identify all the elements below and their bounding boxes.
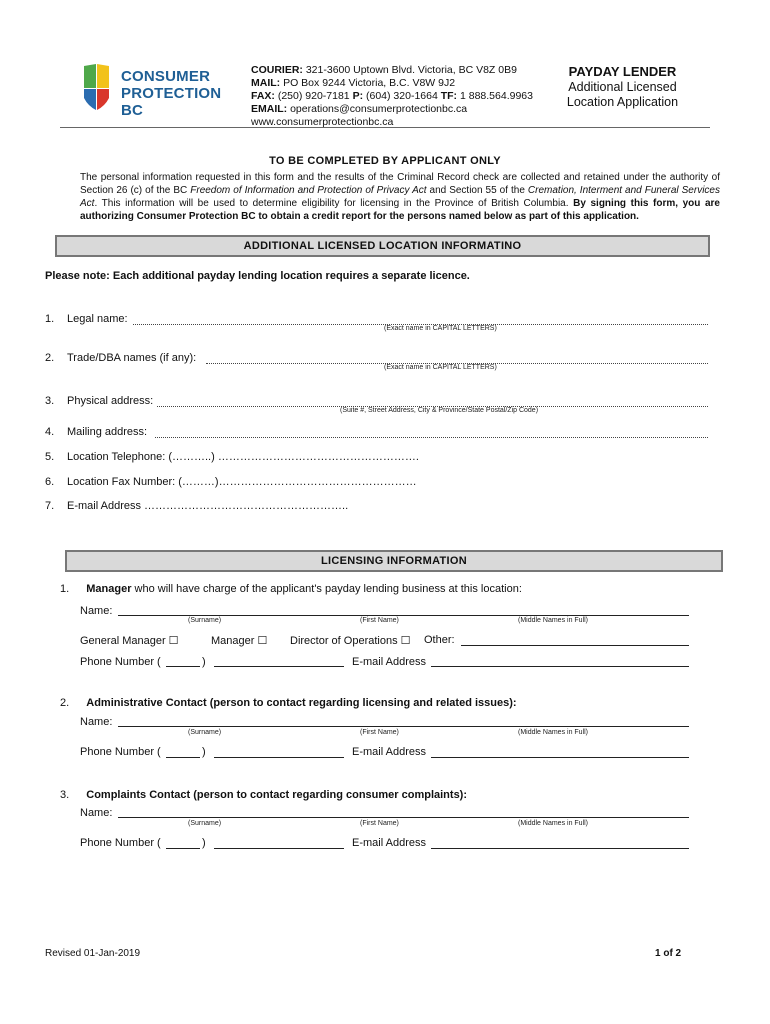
doc-title-line1: Additional Licensed: [568, 80, 677, 94]
complaints-heading: [60, 789, 467, 801]
other-label: Other:: [424, 634, 455, 646]
privacy-text-2: and Section 55 of the: [426, 185, 528, 196]
complaints-email-input[interactable]: [431, 848, 689, 849]
admin-heading: [60, 697, 517, 709]
privacy-act-1: Freedom of Information and Protection of Privacy Act: [190, 185, 427, 196]
manager-area-code-input[interactable]: [166, 666, 200, 667]
surname-hint: (Surname): [188, 820, 222, 827]
complaints-number: 3.: [60, 789, 70, 801]
email-label: EMAIL:: [251, 103, 288, 115]
middle-names-hint: (Middle Names in Full): [518, 820, 589, 827]
phone-close-paren: ): [202, 746, 206, 758]
admin-area-code-input[interactable]: [166, 757, 200, 758]
complaints-area-code-input[interactable]: [166, 848, 200, 849]
admin-title: Administrative Contact (person to contact regarding licensing and related issues):: [86, 697, 517, 709]
phone-close-paren: ): [202, 656, 206, 668]
website-link[interactable]: www.consumerprotectionbc.ca: [251, 116, 394, 128]
admin-name-label: Name:: [80, 716, 113, 728]
admin-number: 2.: [60, 697, 70, 709]
manager-desc: who will have charge of the applicant's payday lending business at this location:: [131, 583, 522, 595]
complaints-name-label: Name:: [80, 807, 113, 819]
field-label: Legal name:: [67, 313, 128, 325]
logo-line1: CONSUMER: [121, 68, 211, 85]
section-note: Please note: Each additional payday lending location requires a separate licence.: [45, 270, 470, 282]
legal-name-field: [45, 313, 128, 325]
logo-line2: PROTECTION BC: [121, 85, 222, 119]
applicant-title: TO BE COMPLETED BY APPLICANT ONLY: [269, 155, 501, 167]
manager-bold: Manager: [86, 583, 132, 595]
location-telephone-field[interactable]: [45, 451, 419, 463]
phone-close-paren: ): [202, 837, 206, 849]
courier-label: COURIER:: [251, 64, 303, 76]
fax-label: FAX:: [251, 90, 275, 102]
privacy-consent: By signing this form, you are authorizing Consumer Protection BC to obtain a credit report for the persons named below as part of this application.: [80, 198, 720, 222]
complaints-phone-label: Phone Number (: [80, 837, 161, 849]
field-label: Location Fax Number: (………)………………………………………………: [67, 476, 417, 488]
mailing-address-input[interactable]: [155, 437, 708, 438]
field-number: 6.: [45, 476, 55, 488]
field-number: 7.: [45, 500, 55, 512]
shield-icon: [82, 62, 112, 112]
admin-email-label: E-mail Address: [352, 746, 426, 758]
other-input[interactable]: [461, 645, 689, 646]
middle-names-hint: (Middle Names in Full): [518, 729, 589, 736]
field-number: 4.: [45, 426, 55, 438]
complaints-title: Complaints Contact (person to contact regarding consumer complaints):: [86, 789, 468, 801]
surname-hint: (Surname): [188, 729, 222, 736]
fax-text: (250) 920-7181: [277, 90, 350, 102]
trade-name-hint: (Exact name in CAPITAL LETTERS): [384, 364, 497, 371]
phone-text: (604) 320-1664: [366, 90, 438, 102]
email-text[interactable]: operations@consumerprotectionbc.ca: [290, 103, 468, 115]
first-name-hint: (First Name): [360, 729, 399, 736]
field-label: Trade/DBA names (if any):: [67, 352, 197, 364]
manager-email-input[interactable]: [431, 666, 689, 667]
admin-email-input[interactable]: [431, 757, 689, 758]
field-number: 5.: [45, 451, 55, 463]
admin-phone-label: Phone Number (: [80, 746, 161, 758]
header-divider: [60, 127, 710, 128]
privacy-notice: [80, 171, 720, 223]
legal-name-hint: (Exact name in CAPITAL LETTERS): [384, 325, 497, 332]
document-heading: [540, 64, 705, 110]
contact-block: [251, 64, 533, 129]
admin-name-input[interactable]: [118, 726, 689, 727]
physical-address-hint: (Suite #, Street Address, City & Province/State Postal/Zip Code): [340, 407, 539, 414]
complaints-phone-input[interactable]: [214, 848, 344, 849]
field-label: Location Telephone: (………..) ……………………………………………….: [67, 451, 419, 463]
section-licensing-header: LICENSING INFORMATION: [65, 550, 723, 572]
general-manager-checkbox[interactable]: General Manager ☐: [80, 635, 179, 647]
director-of-operations-checkbox[interactable]: Director of Operations ☐: [290, 635, 411, 647]
doc-title-line2: Location Application: [566, 95, 679, 109]
field-number: 2.: [45, 352, 55, 364]
middle-names-hint: (Middle Names in Full): [518, 617, 589, 624]
privacy-text-3: . This information will be used to determine eligibility for licensing in the Province of British Columbia.: [94, 198, 574, 209]
first-name-hint: (First Name): [360, 617, 399, 624]
manager-email-label: E-mail Address: [352, 656, 426, 668]
manager-name-input[interactable]: [118, 615, 689, 616]
page-number: 1 of 2: [655, 948, 682, 959]
trade-name-field: [45, 352, 197, 364]
field-label: Physical address:: [67, 395, 154, 407]
manager-phone-label: Phone Number (: [80, 656, 161, 668]
manager-phone-input[interactable]: [214, 666, 344, 667]
complaints-name-input[interactable]: [118, 817, 689, 818]
field-number: 1.: [45, 313, 55, 325]
admin-phone-input[interactable]: [214, 757, 344, 758]
phone-label: P:: [352, 90, 364, 102]
courier-text: 321-3600 Uptown Blvd. Victoria, BC V8Z 0B9: [305, 64, 517, 76]
doc-type: PAYDAY LENDER: [568, 64, 677, 79]
privacy-text-1: The personal information requested in this form and the results of the Criminal Record check are collected and retained under the authority of Section 26 (c) of the BC: [80, 172, 720, 196]
privacy-act-2: Cremation, Interment and Funeral Services Act: [80, 185, 720, 209]
complaints-email-label: E-mail Address: [352, 837, 426, 849]
surname-hint: (Surname): [188, 617, 222, 624]
email-address-field[interactable]: [45, 500, 349, 512]
manager-number: 1.: [60, 583, 70, 595]
revision-date: Revised 01-Jan-2019: [45, 948, 141, 959]
field-label: Mailing address:: [67, 426, 148, 438]
manager-name-label: Name:: [80, 605, 113, 617]
first-name-hint: (First Name): [360, 820, 399, 827]
tollfree-label: TF:: [440, 90, 458, 102]
manager-checkbox[interactable]: Manager ☐: [211, 635, 268, 647]
tollfree-text: 1 888.564.9963: [459, 90, 533, 102]
field-number: 3.: [45, 395, 55, 407]
mail-label: MAIL:: [251, 77, 281, 89]
mailing-address-field: [45, 426, 148, 438]
consumer-protection-bc-logo: [82, 62, 232, 119]
section-location-header: ADDITIONAL LICENSED LOCATION INFORMATINO: [55, 235, 710, 257]
mail-text: PO Box 9244 Victoria, B.C. V8W 9J2: [283, 77, 456, 89]
field-label: E-mail Address ………………………………………………..: [67, 500, 349, 512]
location-fax-field[interactable]: [45, 476, 417, 488]
manager-heading: [60, 583, 522, 595]
physical-address-field: [45, 395, 154, 407]
